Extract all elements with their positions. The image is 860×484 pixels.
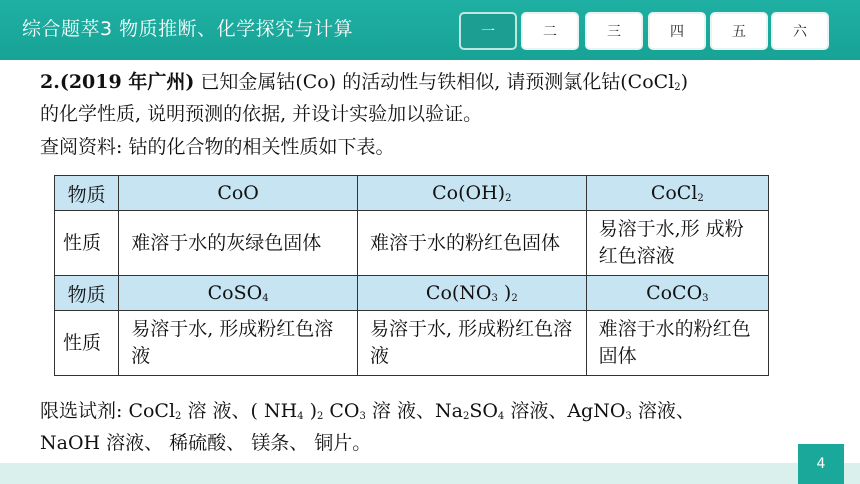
row-label: 物质 bbox=[55, 176, 119, 211]
question-text: 已知金属钴(Co) 的活动性与铁相似, 请预测氯化钴(CoCl bbox=[194, 71, 675, 93]
table-cell: 易溶于水, 形成粉红色溶液 bbox=[119, 311, 358, 376]
question-text-end: ) bbox=[680, 71, 689, 93]
subscript: 2 bbox=[505, 193, 512, 204]
subscript: 3 bbox=[359, 411, 366, 422]
table-row bbox=[55, 311, 769, 376]
nav-button-1[interactable]: 一 bbox=[459, 12, 517, 50]
subscript: 4 bbox=[262, 293, 269, 304]
page-number: 4 bbox=[798, 444, 844, 484]
table-row bbox=[55, 276, 769, 311]
subscript: 2 bbox=[175, 411, 182, 422]
table-cell: 难溶于水的粉红色固体 bbox=[586, 311, 768, 376]
subscript: 2 bbox=[674, 82, 681, 93]
subscript: 4 bbox=[497, 411, 505, 422]
table-cell bbox=[119, 176, 358, 211]
table-row bbox=[55, 176, 769, 211]
nav-button-6[interactable]: 六 bbox=[771, 12, 829, 50]
header-bar bbox=[0, 0, 860, 60]
cell-text: CoCO bbox=[646, 282, 703, 304]
subscript: 3 bbox=[491, 293, 498, 304]
reagent-text: 溶液、AgNO bbox=[504, 400, 626, 422]
cell-text: CoO bbox=[217, 182, 259, 204]
subscript: 2 bbox=[697, 193, 704, 204]
question-line-1 bbox=[40, 67, 688, 103]
subscript: 3 bbox=[702, 293, 709, 304]
table-cell bbox=[119, 276, 358, 311]
reagent-text: 限选试剂: CoCl bbox=[40, 400, 176, 422]
subscript: 2 bbox=[462, 411, 470, 422]
cell-text: Co(NO bbox=[425, 282, 492, 304]
cobalt-properties-table bbox=[54, 175, 769, 376]
question-line-2: 的化学性质, 说明预测的依据, 并设计实验加以验证。 bbox=[40, 103, 483, 125]
reagents-line-1 bbox=[40, 396, 695, 432]
row-label: 性质 bbox=[55, 211, 119, 276]
table-cell bbox=[586, 276, 768, 311]
table-row bbox=[55, 211, 769, 276]
table-cell: 易溶于水, 形成粉红色溶液 bbox=[358, 311, 587, 376]
reagent-text: 溶 液、( NH bbox=[181, 400, 298, 422]
row-label: 性质 bbox=[55, 311, 119, 376]
nav-button-5[interactable]: 五 bbox=[710, 12, 768, 50]
table-cell: 难溶于水的粉红色固体 bbox=[358, 211, 587, 276]
table-cell bbox=[586, 176, 768, 211]
cell-text: Co(OH) bbox=[432, 182, 506, 204]
subscript: 2 bbox=[511, 293, 518, 304]
reagent-text: SO bbox=[469, 400, 498, 422]
footer-bar bbox=[0, 463, 860, 484]
subscript: 3 bbox=[625, 411, 632, 422]
subscript: 4 bbox=[297, 411, 304, 422]
cell-text: CoCl bbox=[650, 182, 698, 204]
table-cell: 难溶于水的灰绿色固体 bbox=[119, 211, 358, 276]
question-number: 2.(2019 年广州) bbox=[40, 71, 195, 93]
table-cell bbox=[358, 276, 587, 311]
table-cell: 易溶于水,形 成粉 红色溶液 bbox=[586, 211, 768, 276]
nav-button-2[interactable]: 二 bbox=[521, 12, 579, 50]
reagent-text: CO bbox=[323, 400, 360, 422]
nav-button-4[interactable]: 四 bbox=[648, 12, 706, 50]
reagent-text: ) bbox=[303, 400, 317, 422]
reagent-text: 溶 液、Na bbox=[365, 400, 463, 422]
table-cell bbox=[358, 176, 587, 211]
cell-text: ) bbox=[497, 282, 512, 304]
header-title: 综合题萃3 物质推断、化学探究与计算 bbox=[22, 18, 354, 40]
reagents-line-2: NaOH 溶液、 稀硫酸、 镁条、 铜片。 bbox=[40, 432, 372, 454]
reagent-text: 溶液、 bbox=[631, 400, 695, 422]
cell-text: CoSO bbox=[207, 282, 263, 304]
row-label: 物质 bbox=[55, 276, 119, 311]
question-line-3: 查阅资料: 钴的化合物的相关性质如下表。 bbox=[40, 136, 395, 158]
nav-button-3[interactable]: 三 bbox=[585, 12, 643, 50]
subscript: 2 bbox=[316, 411, 324, 422]
